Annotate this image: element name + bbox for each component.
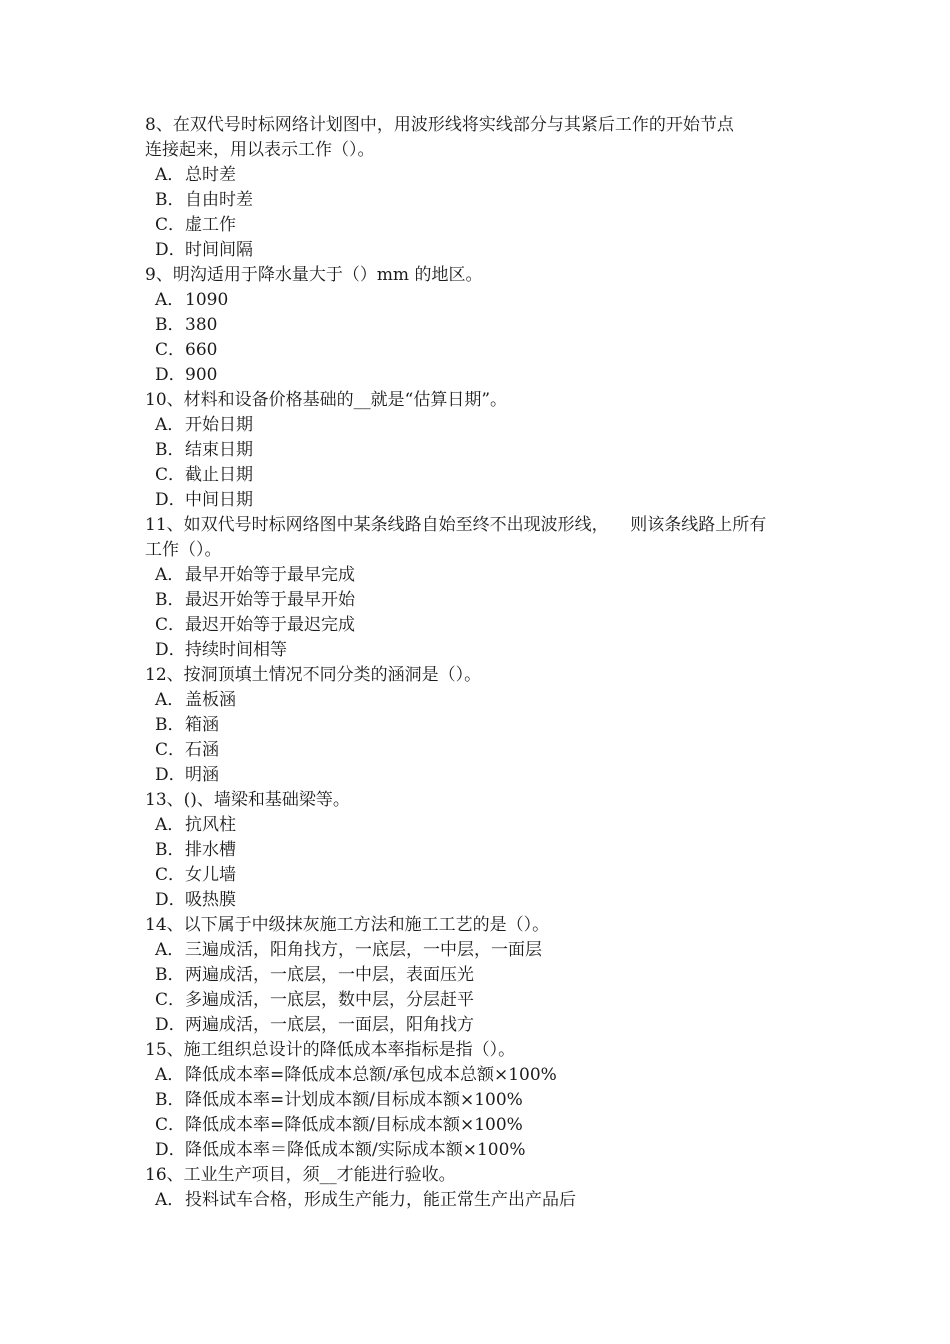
question-stem-line: 14、以下属于中级抹灰施工方法和施工工艺的是（）。 [145,915,550,935]
option-text: 自由时差 [185,190,253,210]
option-letter: B． [155,440,185,460]
question-block [145,1038,825,1163]
question-block [145,513,825,663]
answer-option [145,838,825,863]
answer-option [145,413,825,438]
option-letter: C． [155,1115,186,1135]
option-letter: C． [155,990,186,1010]
option-letter: A． [155,1065,185,1085]
option-letter: B． [155,715,185,735]
option-text: 降低成本率=降低成本额/目标成本额×100% [185,1115,523,1135]
question-stem-line: 11、如双代号时标网络图中某条线路自始至终不出现波形线， 则该条线路上所有 [145,515,767,535]
document-page [145,113,825,1213]
answer-option [145,238,825,263]
answer-option [145,863,825,888]
answer-option [145,363,825,388]
option-letter: C． [155,465,186,485]
answer-option [145,188,825,213]
option-text: 1090 [185,290,229,310]
option-text: 开始日期 [185,415,253,435]
answer-option [145,1013,825,1038]
option-letter: D． [155,890,186,910]
question-stem-line: 工作（）。 [145,540,222,560]
question-stem-line: 13、()、墙梁和基础梁等。 [145,790,350,810]
option-text: 女儿墙 [185,865,236,885]
option-letter: D． [155,765,186,785]
option-text: 总时差 [185,165,236,185]
option-letter: B． [155,315,185,335]
option-text: 石涵 [185,740,219,760]
option-text: 排水槽 [185,840,236,860]
option-text: 两遍成活，一底层，一中层，表面压光 [185,965,474,985]
question-stem-line: 12、按洞顶填土情况不同分类的涵洞是（）。 [145,665,482,685]
answer-option [145,163,825,188]
answer-option [145,563,825,588]
option-text: 明涵 [185,765,219,785]
answer-option [145,988,825,1013]
answer-option [145,638,825,663]
answer-option [145,438,825,463]
option-text: 投料试车合格，形成生产能力，能正常生产出产品后 [185,1190,576,1210]
option-text: 时间间隔 [185,240,253,260]
question-stem-line: 15、施工组织总设计的降低成本率指标是指（）。 [145,1040,516,1060]
option-letter: D． [155,365,186,385]
option-text: 380 [185,315,218,335]
answer-option [145,1188,825,1213]
option-text: 最早开始等于最早完成 [185,565,355,585]
option-text: 持续时间相等 [185,640,287,660]
answer-option [145,488,825,513]
answer-option [145,938,825,963]
option-letter: C． [155,615,186,635]
question-block [145,788,825,913]
option-letter: D． [155,490,186,510]
option-text: 两遍成活，一底层，一面层，阳角找方 [185,1015,474,1035]
question-stem-line: 16、工业生产项目，须__才能进行验收。 [145,1165,456,1185]
question-stem-line: 连接起来，用以表示工作（）。 [145,140,375,160]
option-letter: A． [155,415,185,435]
option-text: 660 [185,340,218,360]
option-letter: C． [155,740,186,760]
answer-option [145,288,825,313]
option-letter: D． [155,640,186,660]
option-letter: A． [155,565,185,585]
question-block [145,263,825,388]
question-stem-line: 9、明沟适用于降水量大于（）mm 的地区。 [145,265,483,285]
answer-option [145,763,825,788]
answer-option [145,588,825,613]
option-text: 多遍成活，一底层，数中层，分层赶平 [185,990,474,1010]
option-text: 最迟开始等于最早开始 [185,590,355,610]
option-text: 降低成本率＝降低成本额/实际成本额×100% [185,1140,526,1160]
option-letter: A． [155,290,185,310]
option-letter: B． [155,1090,185,1110]
option-text: 吸热膜 [185,890,236,910]
question-stem-line: 10、材料和设备价格基础的__就是“估算日期”。 [145,390,508,410]
answer-option [145,338,825,363]
option-text: 三遍成活，阳角找方，一底层，一中层，一面层 [185,940,542,960]
option-letter: D． [155,1140,186,1160]
option-letter: C． [155,215,186,235]
answer-option [145,1138,825,1163]
question-block [145,113,825,263]
answer-option [145,813,825,838]
answer-option [145,963,825,988]
option-text: 900 [185,365,218,385]
answer-option [145,688,825,713]
option-letter: B． [155,965,185,985]
question-stem-line: 8、在双代号时标网络计划图中，用波形线将实线部分与其紧后工作的开始节点 [145,115,734,135]
option-letter: B． [155,840,185,860]
answer-option [145,313,825,338]
question-block [145,388,825,513]
option-letter: D． [155,1015,186,1035]
question-block [145,663,825,788]
option-letter: B． [155,190,185,210]
option-letter: A． [155,690,185,710]
question-block [145,913,825,1038]
option-text: 降低成本率=降低成本总额/承包成本总额×100% [185,1065,557,1085]
answer-option [145,613,825,638]
option-letter: A． [155,1190,185,1210]
option-text: 最迟开始等于最迟完成 [185,615,355,635]
answer-option [145,888,825,913]
option-letter: D． [155,240,186,260]
answer-option [145,713,825,738]
option-letter: C． [155,340,186,360]
option-letter: A． [155,940,185,960]
option-text: 中间日期 [185,490,253,510]
option-text: 箱涵 [185,715,219,735]
option-letter: A． [155,165,185,185]
answer-option [145,738,825,763]
option-letter: A． [155,815,185,835]
answer-option [145,213,825,238]
option-text: 虚工作 [185,215,236,235]
option-text: 降低成本率=计划成本额/目标成本额×100% [185,1090,523,1110]
answer-option [145,1088,825,1113]
option-letter: B． [155,590,185,610]
option-text: 截止日期 [185,465,253,485]
question-block [145,1163,825,1213]
answer-option [145,463,825,488]
option-text: 抗风柱 [185,815,236,835]
option-letter: C． [155,865,186,885]
answer-option [145,1063,825,1088]
option-text: 结束日期 [185,440,253,460]
answer-option [145,1113,825,1138]
option-text: 盖板涵 [185,690,236,710]
